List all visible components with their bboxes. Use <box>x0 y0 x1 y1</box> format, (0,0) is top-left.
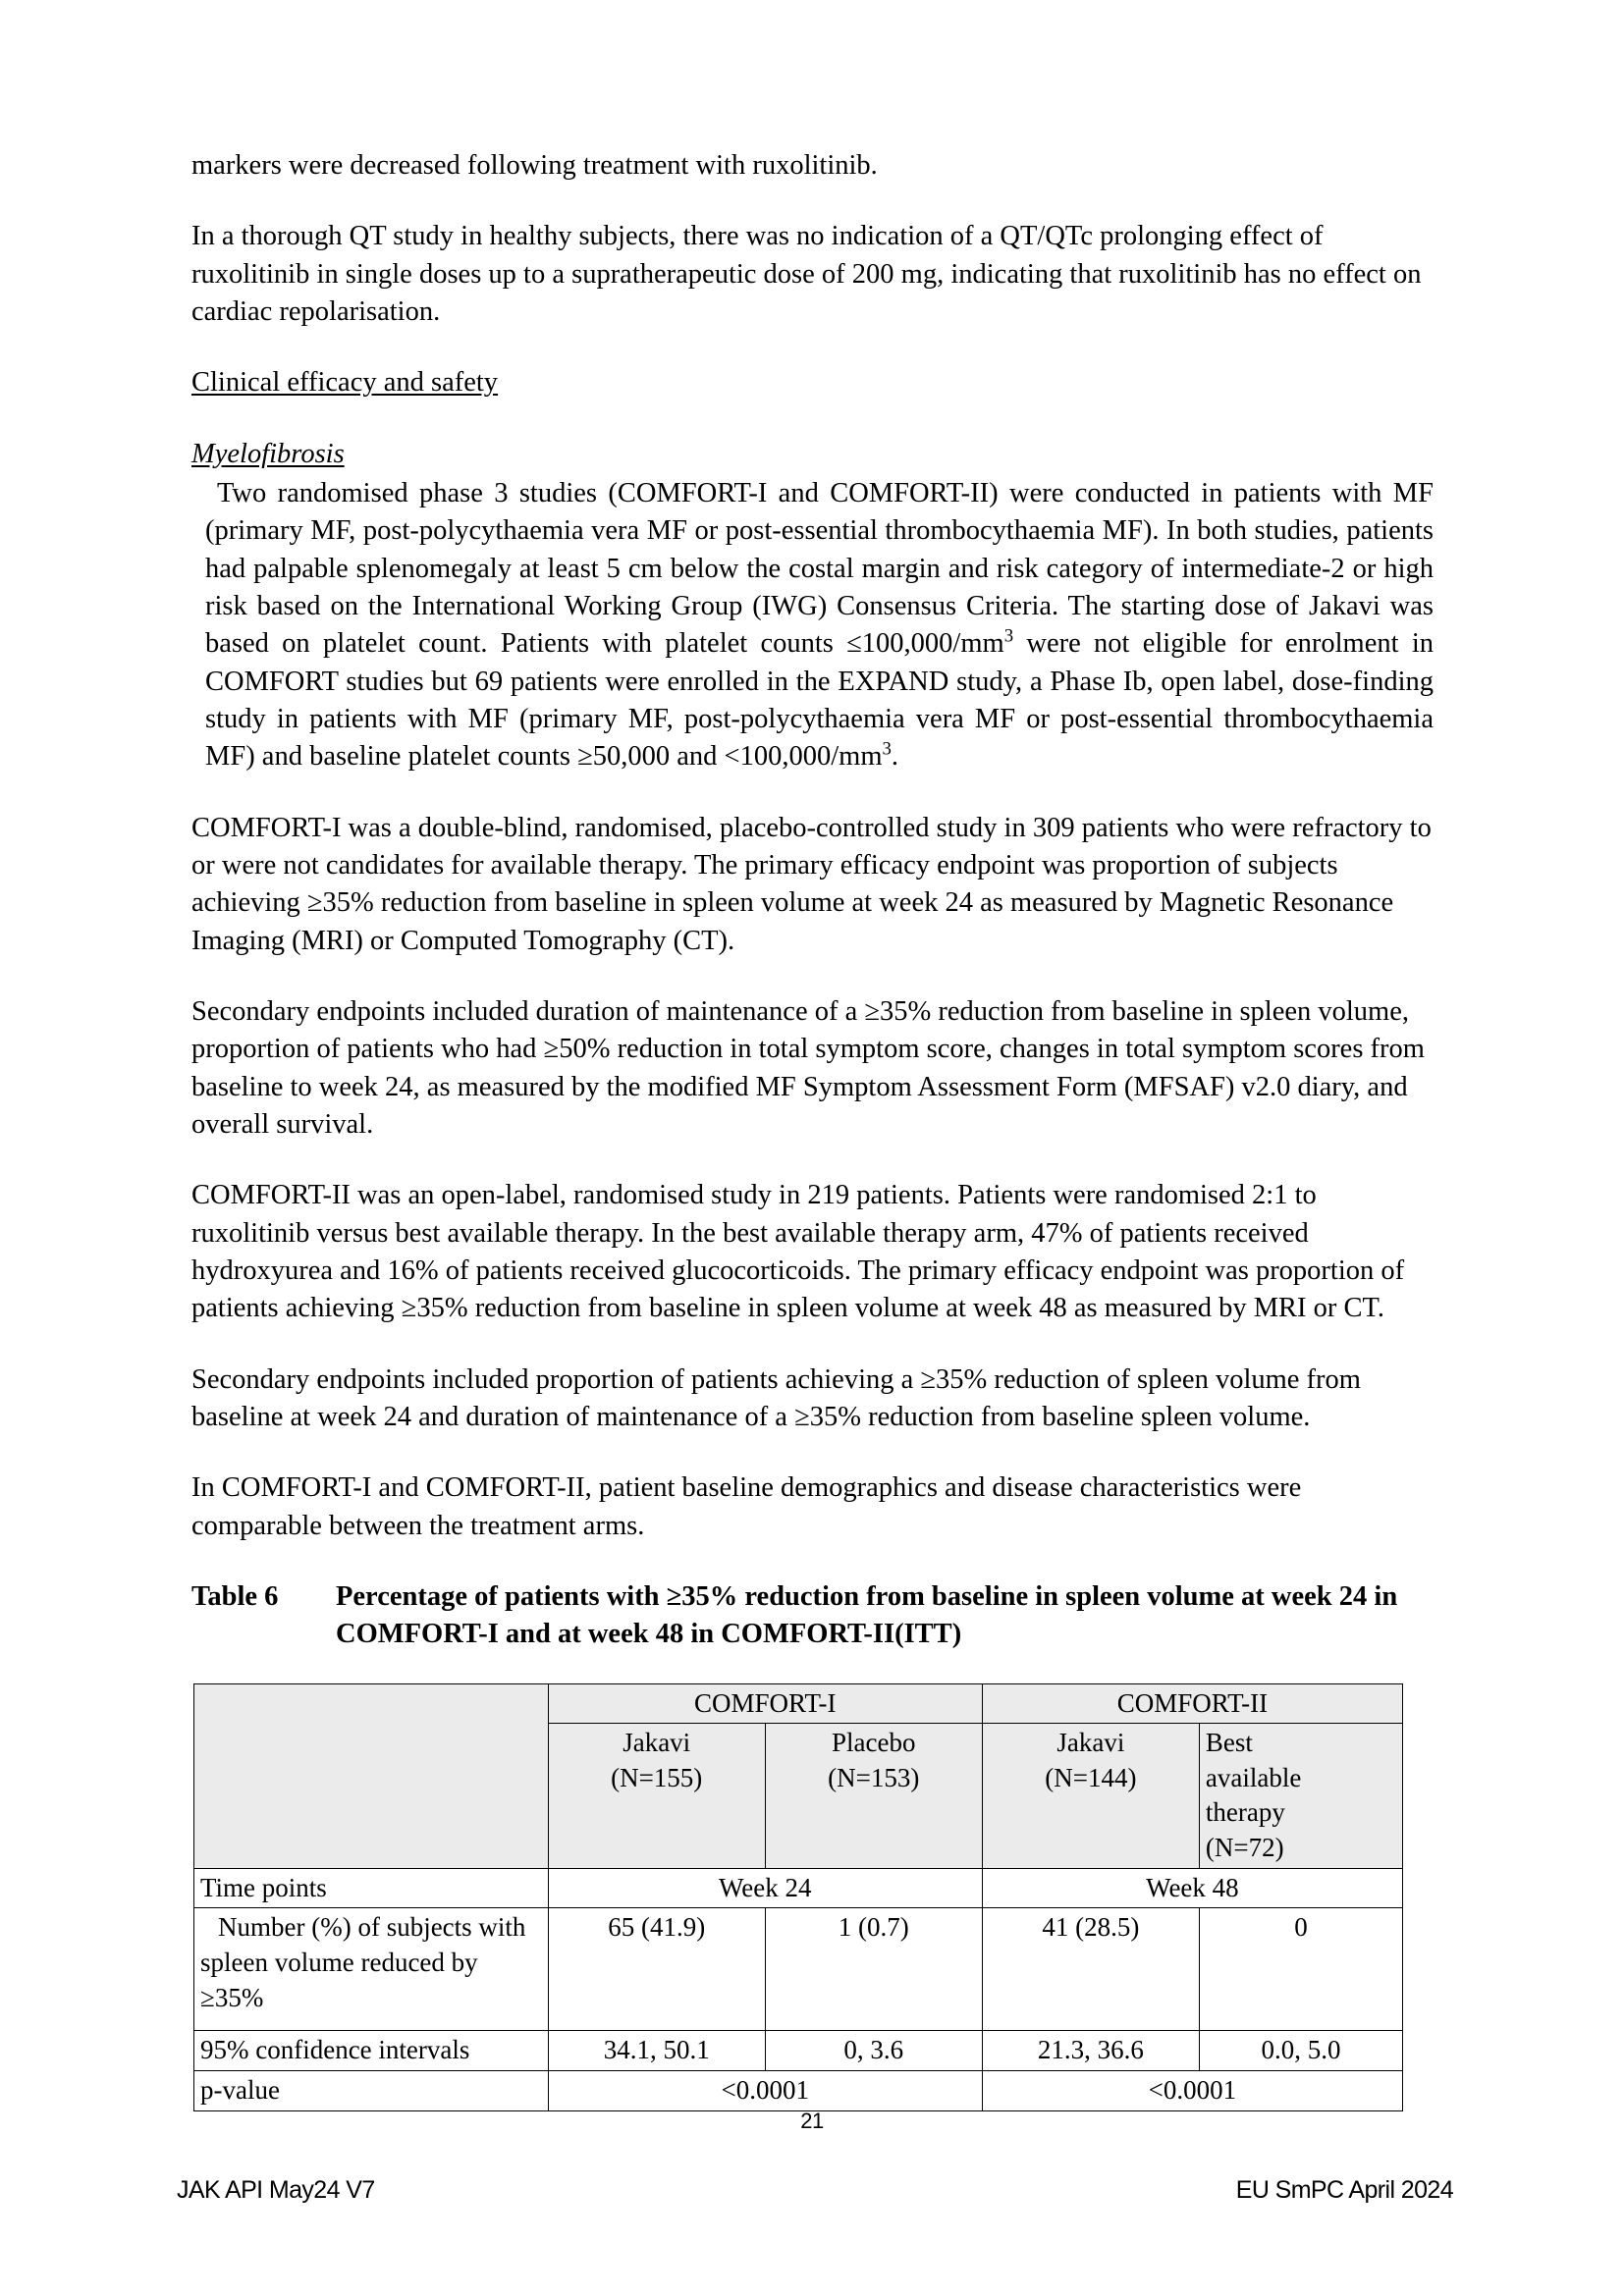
jakavi-ii-n: (N=144) <box>1045 1762 1137 1792</box>
table-row-confidence-intervals <box>194 2031 1403 2071</box>
table-row-p-value <box>194 2070 1403 2110</box>
cell-ci-jakavi-i: 34.1, 50.1 <box>548 2031 765 2071</box>
row-label-p-value: p-value <box>194 2070 549 2110</box>
table-row-time-points <box>194 1868 1403 1908</box>
table6-caption <box>191 1578 1434 1654</box>
table6-label: Table 6 <box>191 1580 279 1612</box>
table-cell-corner-blank <box>194 1683 549 1868</box>
placebo-name: Placebo <box>832 1728 916 1758</box>
table-header-comfort-i: COMFORT-I <box>548 1683 982 1724</box>
paragraph-comfort-i-design: COMFORT-I was a double-blind, randomised, placebo-controlled study in 309 patients who were refractory to or were not candidates for available therapy. The primary efficacy endpoint was proportion of subjects achieving ≥35% reduction from baseline in spleen volume at week 24 as measured by Magnetic Resonance Imaging (MRI) or Computed Tomography (CT). <box>191 812 1432 956</box>
superscript-cubic-mm-1: 3 <box>1003 625 1014 647</box>
table6-spleen-volume-reduction <box>193 1683 1403 2111</box>
paragraph-comfort-ii-design: COMFORT-II was an open-label, randomised study in 219 patients. Patients were randomised 2:1 to ruxolitinib versus best available therapy. In the best available therapy arm, 47% of patients received hydroxyurea and 16% of patients received glucocorticoids. The primary efficacy endpoint was proportion of patients achieving ≥35% reduction from baseline in spleen volume at week 48 as measured by MRI or CT. <box>191 1180 1405 1324</box>
heading-clinical-efficacy-and-safety: Clinical efficacy and safety <box>191 367 499 399</box>
footer-left-text: JAK API May24 V7 <box>177 2176 375 2204</box>
footer-right-text: EU SmPC April 2024 <box>1235 2176 1453 2204</box>
table-row-number-percent-subjects <box>194 1908 1403 2031</box>
page-content <box>191 147 1434 2111</box>
jakavi-i-name: Jakavi <box>623 1728 691 1758</box>
jakavi-i-n: (N=155) <box>611 1762 703 1792</box>
myelofibrosis-text-part-a: Two randomised phase 3 studies (COMFORT-I and COMFORT-II) were conducted in patients with MF (primary MF, post-polycythaemia vera MF or post-essential thrombocythaemia MF). In both studies, patients had palpable splenomegaly at least 5 cm below the costal margin and risk category of intermediate-2 or high risk based on the International Working Group (IWG) Consensus Criteria. The starting dose of Jakavi was based on platelet count. Patients with platelet counts ≤100,000/mm <box>205 477 1434 660</box>
bat-line-2: available <box>1205 1762 1302 1792</box>
table6-caption-text: Percentage of patients with ≥35% reduction from baseline in spleen volume at week 24 in COMFORT-I and at week 48 in COMFORT-II(ITT) <box>336 1580 1398 1650</box>
table-header-best-available-therapy <box>1199 1724 1402 1869</box>
row-label-number-of-subjects: Number (%) of subjects with spleen volume reduced by ≥35% <box>194 1908 549 2031</box>
subheading-myelofibrosis: Myelofibrosis <box>191 438 345 469</box>
cell-p-value-comfort-ii: <0.0001 <box>982 2070 1402 2110</box>
table-header-jakavi-comfort-i <box>548 1724 765 1869</box>
bat-line-1: Best <box>1205 1728 1253 1758</box>
cell-subjects-jakavi-ii: 41 (28.5) <box>982 1908 1199 2031</box>
paragraph-comfort-ii-secondary-endpoints: Secondary endpoints included proportion of patients achieving a ≥35% reduction of spleen volume from baseline at week 24 and duration of maintenance of a ≥35% reduction from baseline spleen volume. <box>191 1363 1361 1432</box>
cell-time-points-comfort-i: Week 24 <box>548 1868 982 1908</box>
cell-subjects-placebo: 1 (0.7) <box>765 1908 982 2031</box>
paragraph-qt-study: In a thorough QT study in healthy subjects, there was no indication of a QT/QTc prolonging effect of ruxolitinib in single doses up to a supratherapeutic dose of 200 mg, indicating that ruxolitinib has no effect on cardiac repolarisation. <box>191 221 1422 327</box>
row-label-confidence-intervals: 95% confidence intervals <box>194 2031 549 2071</box>
table-header-comfort-ii: COMFORT-II <box>982 1683 1402 1724</box>
page-number: 21 <box>800 2109 824 2133</box>
superscript-cubic-mm-2: 3 <box>882 738 892 760</box>
bat-line-4: (N=72) <box>1205 1833 1284 1862</box>
paragraph-comfort-i-secondary-endpoints: Secondary endpoints included duration of maintenance of a ≥35% reduction from baseline in spleen volume, proportion of patients who had ≥50% reduction in total symptom score, changes in total symptom scores from baseline to week 24, as measured by the modified MF Symptom Assessment Form (MFSAF) v2.0 diary, and overall survival. <box>191 995 1425 1140</box>
table-header-placebo <box>765 1724 982 1869</box>
cell-ci-jakavi-ii: 21.3, 36.6 <box>982 2031 1199 2071</box>
myelofibrosis-text-part-b: were not eligible for enrolment in COMFORT studies but 69 patients were enrolled in the EXPAND study, a Phase Ib, open label, dose-finding study in patients with MF (primary MF, post-polycythaemia vera MF or post-essential thrombocythaemia MF) and baseline platelet counts ≥50,000 and <100,000/mm <box>205 628 1434 773</box>
paragraph-myelofibrosis-studies <box>191 475 1434 776</box>
paragraph-baseline-demographics: In COMFORT-I and COMFORT-II, patient baseline demographics and disease characteristics were comparable between the treatment arms. <box>191 1472 1302 1541</box>
cell-ci-bat: 0.0, 5.0 <box>1199 2031 1402 2071</box>
cell-time-points-comfort-ii: Week 48 <box>982 1868 1402 1908</box>
cell-subjects-bat: 0 <box>1199 1908 1402 2031</box>
placebo-n: (N=153) <box>828 1762 920 1792</box>
myelofibrosis-text-part-c: . <box>891 741 899 773</box>
row-label-time-points: Time points <box>194 1868 549 1908</box>
paragraph-markers-decreased: markers were decreased following treatment with ruxolitinib. <box>191 150 878 181</box>
table-header-jakavi-comfort-ii <box>982 1724 1199 1869</box>
page-footer <box>177 2176 1453 2205</box>
cell-subjects-jakavi-i: 65 (41.9) <box>548 1908 765 2031</box>
bat-line-3: therapy <box>1205 1797 1285 1828</box>
cell-ci-placebo: 0, 3.6 <box>765 2031 982 2071</box>
table-row-study-header <box>194 1683 1403 1724</box>
cell-p-value-comfort-i: <0.0001 <box>548 2070 982 2110</box>
jakavi-ii-name: Jakavi <box>1056 1728 1125 1758</box>
